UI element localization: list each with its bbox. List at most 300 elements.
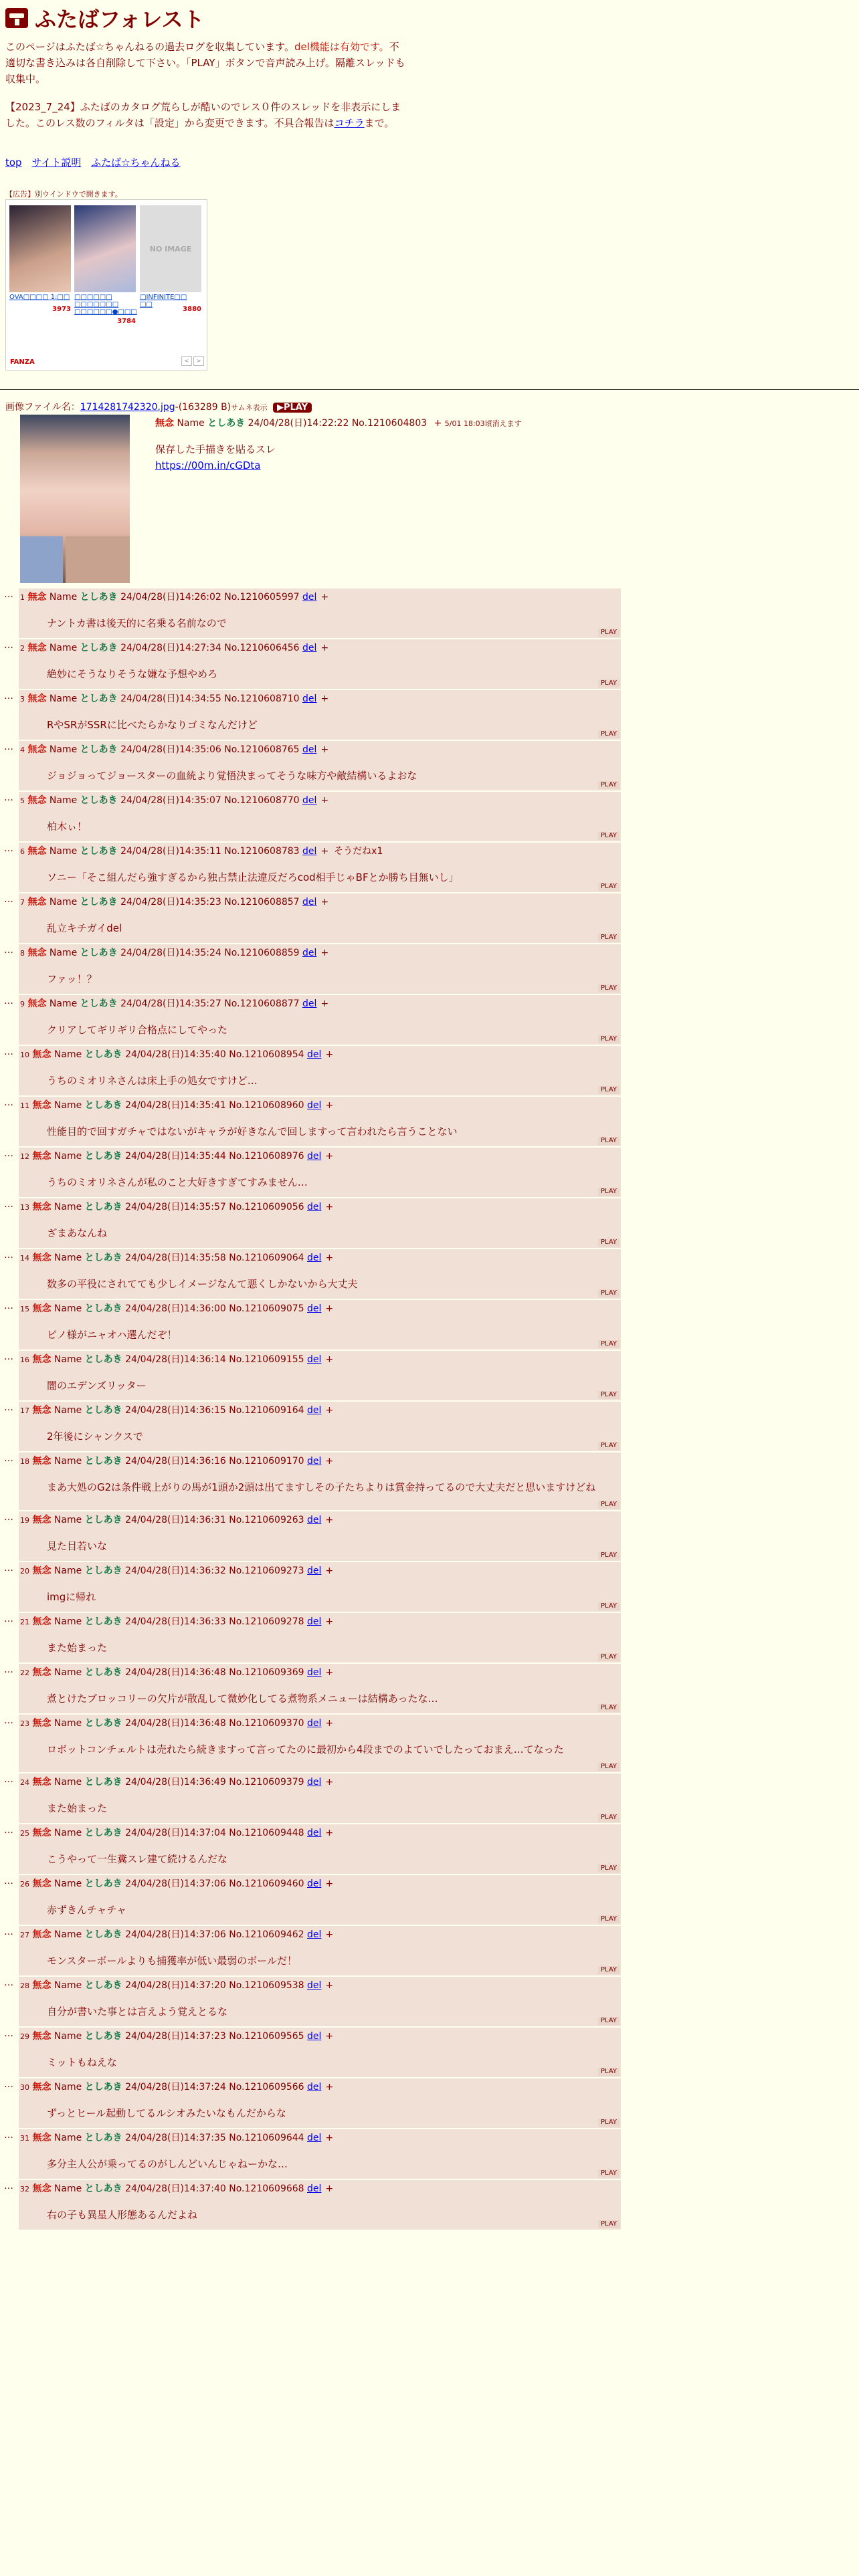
reply-plus[interactable]: +	[325, 1515, 334, 1525]
reply-plus[interactable]: +	[320, 592, 329, 603]
play-button-label: PLAY	[284, 403, 308, 413]
ad-count-3: 3880	[183, 306, 201, 313]
thumb-label[interactable]: サムネ表示	[231, 403, 268, 412]
reply-play-button[interactable]: PLAY	[598, 2220, 619, 2228]
ad-count-2: 3784	[117, 318, 136, 325]
reply-plus[interactable]: +	[325, 1828, 334, 1838]
reply-box	[19, 1875, 621, 1925]
reply-body: まあ大処のG2は条件戦上がりの馬が1頭か2頭は出てますしその子たちよりは賞金持ってるので大丈夫だと思いますけどね	[47, 1481, 596, 1493]
futaba-logo-icon[interactable]	[5, 8, 28, 28]
reply-play-button[interactable]: PLAY	[598, 1442, 619, 1450]
reply-number: 20	[20, 1567, 29, 1576]
report-link[interactable]: コチラ	[334, 117, 365, 129]
reply-name-label: Name	[54, 2133, 82, 2143]
del-link[interactable]: del	[307, 1566, 322, 1576]
op-body	[155, 441, 276, 473]
reply-datetime: 24/04/28(日)14:37:24	[125, 2082, 226, 2092]
reply-number: 5	[20, 796, 25, 805]
reply-plus[interactable]: +	[325, 1777, 334, 1788]
reply-row	[0, 995, 622, 1045]
reply-plus[interactable]: +	[325, 1303, 334, 1314]
del-link[interactable]: del	[302, 998, 317, 1009]
file-link[interactable]: 1714281742320.jpg	[80, 402, 175, 413]
reply-number: 17	[20, 1406, 29, 1415]
reply-plus[interactable]: +	[325, 2133, 334, 2143]
reply-box	[19, 843, 621, 892]
reply-body: 絶妙にそうなりそうな嫌な予想やめろ	[47, 668, 218, 680]
play-button[interactable]: ▶PLAY	[273, 403, 312, 413]
reply-play-button[interactable]: PLAY	[598, 2068, 619, 2076]
reply-name: としあき	[80, 693, 118, 704]
reply-dots: …	[4, 1977, 13, 1988]
reply-datetime: 24/04/28(日)14:36:33	[125, 1616, 226, 1627]
reply-row	[0, 1402, 622, 1451]
reply-datetime: 24/04/28(日)14:35:07	[120, 795, 221, 806]
reply-plus[interactable]: +	[325, 2082, 334, 2092]
reply-dots: …	[4, 1352, 13, 1362]
reply-row	[0, 1824, 622, 1874]
reply-post-number[interactable]: No.1210609170	[229, 1456, 304, 1467]
reply-post-number[interactable]: No.1210609056	[229, 1202, 304, 1212]
reply-row	[0, 1046, 622, 1095]
reply-plus[interactable]: +	[325, 1151, 334, 1162]
reply-row	[0, 1926, 622, 1975]
reply-post-number[interactable]: No.1210608877	[224, 998, 300, 1009]
reply-play-button[interactable]: PLAY	[598, 2169, 619, 2177]
ad-prev-icon[interactable]: <	[181, 356, 192, 366]
reply-number: 32	[20, 2185, 29, 2193]
reply-name: としあき	[80, 744, 118, 755]
reply-plus[interactable]: +	[325, 1354, 334, 1365]
reply-body: うちのミオリネさんが私のこと大好きすぎてすみません…	[47, 1176, 308, 1188]
reply-play-button[interactable]: PLAY	[598, 730, 619, 738]
reply-post-number[interactable]: No.1210608783	[224, 846, 300, 857]
del-link[interactable]: del	[307, 2031, 322, 2042]
reply-name: としあき	[84, 1151, 122, 1162]
reply-header	[19, 843, 621, 858]
divider	[0, 389, 859, 390]
reply-box	[19, 1824, 621, 1874]
reply-dots: …	[4, 2181, 13, 2191]
reply-post-number[interactable]: No.1210609369	[229, 1667, 304, 1678]
reply-play-button[interactable]: PLAY	[598, 1551, 619, 1560]
reply-play-button[interactable]: PLAY	[598, 1340, 619, 1348]
reply-datetime: 24/04/28(日)14:34:55	[120, 693, 221, 704]
reply-datetime: 24/04/28(日)14:37:20	[125, 1980, 226, 1991]
futaba-link[interactable]: ふたば☆ちゃんねる	[91, 156, 181, 169]
reply-subject: 無念	[32, 1151, 52, 1162]
ad-next-icon[interactable]: >	[193, 356, 204, 366]
reply-header	[19, 1715, 621, 1730]
reply-row	[0, 1664, 622, 1713]
site-header	[5, 3, 204, 33]
reply-play-button[interactable]: PLAY	[598, 883, 619, 891]
del-link[interactable]: del	[302, 744, 317, 755]
reply-box	[19, 1148, 621, 1197]
reply-plus[interactable]: +	[325, 2031, 334, 2042]
reply-name-label: Name	[49, 592, 78, 603]
reply-play-button[interactable]: PLAY	[598, 1391, 619, 1399]
reply-dots: …	[4, 1047, 13, 1057]
reply-subject: 無念	[27, 795, 47, 806]
reply-play-button[interactable]: PLAY	[598, 1602, 619, 1610]
reply-datetime: 24/04/28(日)14:35:06	[120, 744, 221, 755]
reply-body: また始まった	[47, 1642, 108, 1654]
del-link[interactable]: del	[307, 1515, 322, 1525]
ad-thumbnail-2[interactable]	[74, 205, 136, 292]
reply-plus[interactable]: +	[325, 1100, 334, 1111]
fanza-logo: FANZA	[10, 358, 35, 366]
reply-subject: 無念	[32, 1718, 52, 1729]
op-plus[interactable]: +	[434, 418, 442, 429]
reply-post-number[interactable]: No.1210608710	[224, 693, 300, 704]
del-link[interactable]: del	[307, 1253, 322, 1263]
reply-dots: …	[4, 1774, 13, 1785]
reply-name-label: Name	[54, 1777, 82, 1788]
reply-dots: …	[4, 1250, 13, 1261]
reply-body: ジョジョってジョースターの血統より覚悟決まってそうな味方や敵結構いるよおな	[47, 770, 417, 782]
reply-post-number[interactable]: No.1210608960	[229, 1100, 304, 1111]
reply-post-number[interactable]: No.1210609668	[229, 2183, 304, 2194]
op-body-link[interactable]: https://00m.in/cGDta	[155, 459, 261, 471]
reply-post-number[interactable]: No.1210609064	[229, 1253, 304, 1263]
reply-number: 30	[20, 2083, 29, 2092]
del-link[interactable]: del	[307, 1667, 322, 1678]
del-link[interactable]: del	[307, 1929, 322, 1940]
reply-plus[interactable]: +	[325, 1405, 334, 1416]
reply-dots: …	[4, 843, 13, 854]
reply-post-number[interactable]: No.1210608770	[224, 795, 300, 806]
del-link[interactable]: del	[302, 643, 317, 653]
reply-post-number[interactable]: No.1210609566	[229, 2082, 304, 2092]
reply-post-number[interactable]: No.1210609448	[229, 1828, 304, 1838]
reply-subject: 無念	[32, 1667, 52, 1678]
reply-number: 2	[20, 644, 25, 653]
intro-text-1c: 不適切な書き込みは各自削除して下さい。「PLAY」ボタンで音声読み上げ。隔離スレッドも収集中。	[5, 41, 405, 85]
del-link[interactable]: del	[307, 1405, 322, 1416]
reply-plus[interactable]: +	[320, 948, 329, 958]
del-link[interactable]: del	[307, 1151, 322, 1162]
reply-row	[0, 2180, 622, 2230]
reply-play-button[interactable]: PLAY	[598, 1239, 619, 1247]
reply-plus[interactable]: +	[325, 1253, 334, 1263]
reply-name: としあき	[84, 1828, 122, 1838]
reply-number: 1	[20, 593, 25, 602]
del-link[interactable]: del	[307, 1616, 322, 1627]
reply-subject: 無念	[27, 592, 47, 603]
reply-box	[19, 1613, 621, 1662]
reply-box	[19, 1300, 621, 1350]
reply-post-number[interactable]: No.1210608857	[224, 897, 300, 907]
reply-post-number[interactable]: No.1210609273	[229, 1566, 304, 1576]
reply-box	[19, 1562, 621, 1612]
reply-play-button[interactable]: PLAY	[598, 1763, 619, 1771]
del-link[interactable]: del	[307, 1828, 322, 1838]
reply-body: 2年後にシャンクスで	[47, 1430, 143, 1442]
reply-plus[interactable]: +	[325, 1718, 334, 1729]
reply-subject: 無念	[32, 1616, 52, 1627]
reply-plus[interactable]: +	[325, 1566, 334, 1576]
del-link[interactable]: del	[302, 948, 317, 958]
reply-datetime: 24/04/28(日)14:37:06	[125, 1929, 226, 1940]
reply-post-number[interactable]: No.1210609462	[229, 1929, 304, 1940]
reply-datetime: 24/04/28(日)14:35:27	[120, 998, 221, 1009]
del-link[interactable]: del	[302, 693, 317, 704]
reply-post-number[interactable]: No.1210609379	[229, 1777, 304, 1788]
reply-plus[interactable]: +	[325, 1667, 334, 1678]
del-link[interactable]: del	[307, 1980, 322, 1991]
reply-datetime: 24/04/28(日)14:37:04	[125, 1828, 226, 1838]
reply-box	[19, 1664, 621, 1713]
reply-plus[interactable]: +	[325, 1980, 334, 1991]
reply-plus[interactable]: +	[320, 744, 329, 755]
reply-box	[19, 995, 621, 1045]
reply-body: ロボットコンチェルトは売れたら続きますって言ってたのに最初から4段までのよていでしたっておまえ…てなった	[47, 1743, 564, 1755]
reply-body: 赤ずきんチャチャ	[47, 1904, 127, 1916]
reply-number: 12	[20, 1152, 29, 1161]
reply-box	[19, 2180, 621, 2230]
ad-title-3[interactable]: □INFINITE□□ □□	[140, 294, 187, 308]
reply-post-number[interactable]: No.1210609075	[229, 1303, 304, 1314]
reply-play-button[interactable]: PLAY	[598, 1188, 619, 1196]
reply-play-button[interactable]: PLAY	[598, 629, 619, 637]
reply-body: RやSRがSSRに比べたらかなりゴミなんだけど	[47, 719, 258, 731]
site-info-link[interactable]: サイト説明	[31, 156, 82, 169]
reply-subject: 無念	[32, 2183, 52, 2194]
reply-plus[interactable]: +	[320, 693, 329, 704]
reply-name-label: Name	[54, 1667, 82, 1678]
reply-subject: 無念	[32, 2031, 52, 2042]
reply-play-button[interactable]: PLAY	[598, 1137, 619, 1145]
del-link[interactable]: del	[307, 1718, 322, 1729]
reply-play-button[interactable]: PLAY	[598, 934, 619, 942]
reply-post-number[interactable]: No.1210609538	[229, 1980, 304, 1991]
reply-plus[interactable]: +	[325, 1456, 334, 1467]
reply-header	[19, 1148, 621, 1163]
reply-header	[19, 1824, 621, 1840]
reply-number: 28	[20, 1981, 29, 1990]
reply-play-button[interactable]: PLAY	[598, 1653, 619, 1661]
reply-datetime: 24/04/28(日)14:36:14	[125, 1354, 226, 1365]
reply-box	[19, 1977, 621, 2026]
reply-row	[0, 1511, 622, 1561]
reply-subject: 無念	[32, 1980, 52, 1991]
reply-header	[19, 944, 621, 960]
reply-post-number[interactable]: No.1210609278	[229, 1616, 304, 1627]
reply-subject: 無念	[32, 2133, 52, 2143]
reply-post-number[interactable]: No.1210605997	[224, 592, 300, 603]
reply-name-label: Name	[54, 1456, 82, 1467]
reply-box	[19, 944, 621, 994]
del-link[interactable]: del	[307, 1879, 322, 1889]
ad-thumbnail-1[interactable]	[9, 205, 71, 292]
reply-subject: 無念	[32, 1405, 52, 1416]
reply-name-label: Name	[54, 1202, 82, 1212]
sodane-label[interactable]: そうだねx1	[334, 846, 383, 857]
op-number[interactable]: No.1210604803	[351, 418, 427, 429]
reply-plus[interactable]: +	[320, 897, 329, 907]
del-link[interactable]: del	[307, 1456, 322, 1467]
reply-number: 15	[20, 1305, 29, 1313]
reply-name: としあき	[80, 643, 118, 653]
del-link[interactable]: del	[302, 897, 317, 907]
del-link[interactable]: del	[307, 1202, 322, 1212]
reply-row	[0, 588, 622, 638]
op-expire: 5/01 18:03頃消えます	[444, 419, 522, 428]
reply-box	[19, 639, 621, 689]
reply-play-button[interactable]: PLAY	[598, 1814, 619, 1822]
reply-subject: 無念	[32, 1303, 52, 1314]
reply-subject: 無念	[27, 744, 47, 755]
ad-count-1: 3973	[52, 306, 71, 313]
del-link[interactable]: del	[307, 1354, 322, 1365]
reply-plus[interactable]: +	[325, 1616, 334, 1627]
del-link[interactable]: del	[307, 1303, 322, 1314]
del-link[interactable]: del	[307, 1100, 322, 1111]
reply-name-label: Name	[54, 1929, 82, 1940]
reply-header	[19, 1511, 621, 1527]
reply-plus[interactable]: +	[320, 795, 329, 806]
reply-plus[interactable]: +	[320, 998, 329, 1009]
reply-play-button[interactable]: PLAY	[598, 1501, 619, 1509]
reply-dots: …	[4, 1876, 13, 1887]
reply-dots: …	[4, 1715, 13, 1726]
reply-box	[19, 1453, 621, 1510]
reply-number: 9	[20, 1000, 25, 1008]
reply-name-label: Name	[54, 1354, 82, 1365]
reply-subject: 無念	[27, 897, 47, 907]
reply-post-number[interactable]: No.1210609644	[229, 2133, 304, 2143]
del-link[interactable]: del	[302, 846, 317, 857]
reply-plus[interactable]: +	[325, 1202, 334, 1212]
reply-number: 25	[20, 1829, 29, 1838]
ad-title-1[interactable]: OVA□□□□ 1:□□	[9, 294, 70, 301]
reply-box	[19, 690, 621, 740]
ad-thumbnail-3[interactable]: NO IMAGE	[140, 205, 201, 292]
reply-play-button[interactable]: PLAY	[598, 1704, 619, 1712]
file-size: -(163289 B)	[175, 402, 231, 413]
del-link[interactable]: del	[307, 2183, 322, 2194]
reply-post-number[interactable]: No.1210609460	[229, 1879, 304, 1889]
reply-name: としあき	[84, 1777, 122, 1788]
reply-subject: 無念	[32, 2082, 52, 2092]
reply-play-button[interactable]: PLAY	[598, 2119, 619, 2127]
reply-post-number[interactable]: No.1210609155	[229, 1354, 304, 1365]
reply-datetime: 24/04/28(日)14:37:23	[125, 2031, 226, 2042]
reply-subject: 無念	[27, 998, 47, 1009]
del-link[interactable]: del	[307, 2082, 322, 2092]
reply-name: としあき	[84, 2133, 122, 2143]
reply-subject: 無念	[32, 1929, 52, 1940]
reply-box	[19, 1774, 621, 1823]
reply-header	[19, 1774, 621, 1789]
reply-post-number[interactable]: No.1210608765	[224, 744, 300, 755]
reply-header	[19, 1046, 621, 1061]
reply-box	[19, 588, 621, 638]
reply-list	[0, 588, 622, 2231]
reply-body: うちのミオリネさんは床上手の処女ですけど…	[47, 1075, 258, 1087]
reply-header	[19, 588, 621, 604]
del-link[interactable]: del	[302, 795, 317, 806]
reply-row	[0, 1977, 622, 2026]
del-link[interactable]: del	[307, 2133, 322, 2143]
del-link[interactable]: del	[307, 1777, 322, 1788]
reply-row	[0, 1613, 622, 1662]
reply-dots: …	[4, 1614, 13, 1624]
reply-play-button[interactable]: PLAY	[598, 2017, 619, 2025]
reply-post-number[interactable]: No.1210609164	[229, 1405, 304, 1416]
reply-play-button[interactable]: PLAY	[598, 1035, 619, 1043]
reply-row	[0, 1249, 622, 1299]
op-thumbnail[interactable]	[20, 415, 130, 583]
del-link[interactable]: del	[302, 592, 317, 603]
reply-number: 26	[20, 1880, 29, 1889]
reply-post-number[interactable]: No.1210609263	[229, 1515, 304, 1525]
reply-header	[19, 1300, 621, 1315]
reply-dots: …	[4, 945, 13, 956]
reply-post-number[interactable]: No.1210608954	[229, 1049, 304, 1060]
reply-number: 3	[20, 695, 25, 704]
reply-plus[interactable]: +	[325, 1929, 334, 1940]
reply-dots: …	[4, 1512, 13, 1523]
reply-play-button[interactable]: PLAY	[598, 1966, 619, 1974]
reply-post-number[interactable]: No.1210608859	[224, 948, 300, 958]
reply-name: としあき	[84, 1566, 122, 1576]
reply-name-label: Name	[49, 897, 78, 907]
reply-play-button[interactable]: PLAY	[598, 679, 619, 687]
reply-plus[interactable]: +	[325, 1049, 334, 1060]
reply-row	[0, 1774, 622, 1823]
reply-number: 21	[20, 1618, 29, 1626]
reply-play-button[interactable]: PLAY	[598, 984, 619, 992]
reply-play-button[interactable]: PLAY	[598, 832, 619, 840]
reply-play-button[interactable]: PLAY	[598, 781, 619, 789]
reply-post-number[interactable]: No.1210608976	[229, 1151, 304, 1162]
reply-name: としあき	[80, 897, 118, 907]
reply-plus[interactable]: +	[320, 846, 329, 857]
reply-dots: …	[4, 1825, 13, 1836]
reply-datetime: 24/04/28(日)14:35:41	[125, 1100, 226, 1111]
ad-label: 【広告】別ウインドウで開きます。	[5, 190, 122, 199]
reply-play-button[interactable]: PLAY	[598, 1864, 619, 1872]
reply-box	[19, 1249, 621, 1299]
reply-row	[0, 944, 622, 994]
reply-subject: 無念	[32, 1777, 52, 1788]
reply-post-number[interactable]: No.1210606456	[224, 643, 300, 653]
reply-header	[19, 1977, 621, 1992]
reply-play-button[interactable]: PLAY	[598, 1289, 619, 1297]
reply-post-number[interactable]: No.1210609565	[229, 2031, 304, 2042]
reply-plus[interactable]: +	[320, 643, 329, 653]
reply-plus[interactable]: +	[325, 1879, 334, 1889]
reply-play-button[interactable]: PLAY	[598, 1915, 619, 1923]
ad-title-2[interactable]: □□□□□□ □□□□□□□ □□□□□□●□□□	[74, 294, 137, 316]
reply-subject: 無念	[27, 693, 47, 704]
reply-name-label: Name	[54, 1616, 82, 1627]
top-link[interactable]: top	[5, 156, 22, 169]
reply-play-button[interactable]: PLAY	[598, 1086, 619, 1094]
del-link[interactable]: del	[307, 1049, 322, 1060]
reply-body: モンスターボールよりも捕獲率が低い最弱のボールだ！	[47, 1955, 297, 1967]
reply-dots: …	[4, 1148, 13, 1159]
reply-row	[0, 1453, 622, 1510]
reply-dots: …	[4, 1927, 13, 1937]
reply-plus[interactable]: +	[325, 2183, 334, 2194]
reply-name-label: Name	[54, 2082, 82, 2092]
reply-post-number[interactable]: No.1210609370	[229, 1718, 304, 1729]
reply-subject: 無念	[32, 1354, 52, 1365]
reply-header	[19, 2028, 621, 2043]
